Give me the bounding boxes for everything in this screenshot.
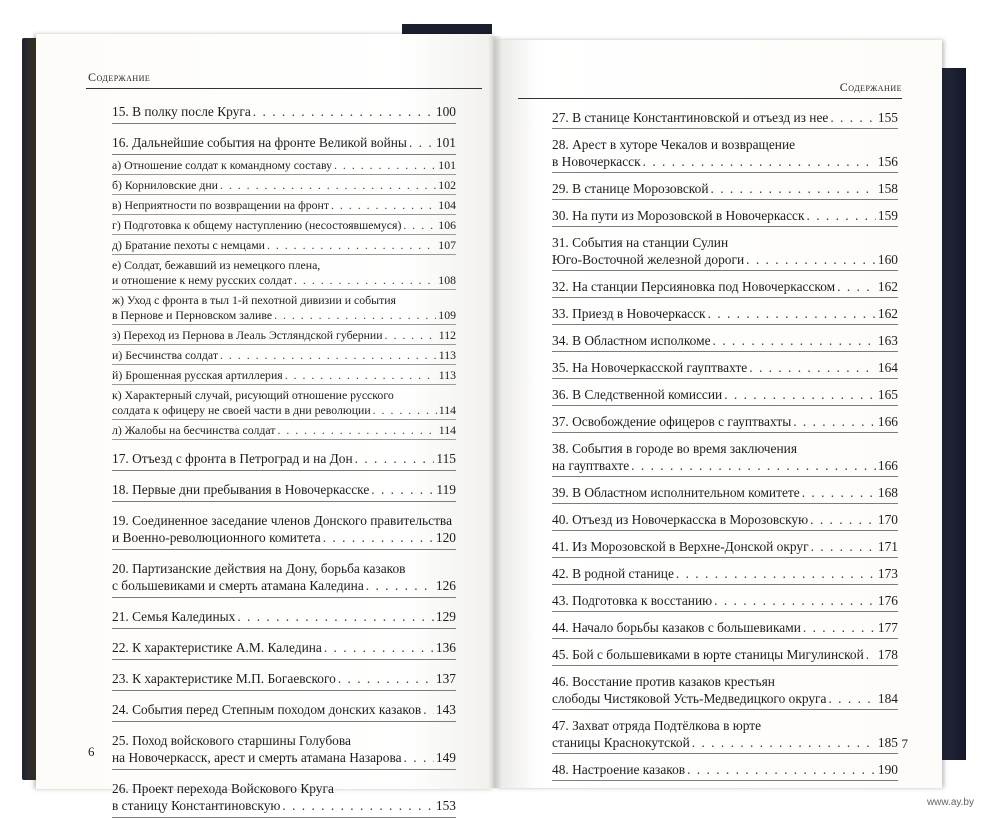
toc-entry-title: в станицу Константиновскую xyxy=(112,798,281,813)
toc-entry xyxy=(552,560,898,585)
toc-entry-line xyxy=(112,308,456,323)
toc-entry-line: 20. Партизанские действия на Дону, борьба казаков xyxy=(112,561,406,576)
dot-leader xyxy=(404,749,434,766)
toc-entry-title: и Военно-революционного комитета xyxy=(112,530,321,545)
toc-entry-page: 114 xyxy=(438,423,456,437)
toc-entry-line xyxy=(112,701,456,718)
dot-leader xyxy=(643,153,876,170)
dot-leader xyxy=(830,109,876,126)
dot-leader xyxy=(749,359,876,376)
toc-entry-page: 120 xyxy=(435,530,456,545)
toc-entry-line xyxy=(112,749,456,766)
running-head: Содержание xyxy=(88,70,151,84)
toc-entry xyxy=(552,381,898,406)
toc-entry-title: 27. В станице Константиновской и отъезд из нее xyxy=(552,110,829,125)
toc-entry xyxy=(112,175,456,195)
toc-entry-line xyxy=(552,278,898,295)
toc-entry xyxy=(552,131,898,173)
toc-entry xyxy=(112,556,456,598)
toc-entry-title: в Пернове и Перновском заливе xyxy=(112,308,273,322)
dot-leader xyxy=(724,386,876,403)
toc-entry-page: 137 xyxy=(435,671,456,686)
toc-entry xyxy=(552,756,898,781)
toc-entry-page: 104 xyxy=(438,198,456,212)
dot-leader xyxy=(277,423,436,438)
dot-leader xyxy=(837,278,876,295)
toc-entry xyxy=(552,300,898,325)
toc-entry xyxy=(552,435,898,477)
dot-leader xyxy=(708,305,876,322)
toc-entry-line xyxy=(552,153,898,170)
toc-entry-line xyxy=(552,734,898,751)
dot-leader xyxy=(810,511,876,528)
toc-entry-page: 113 xyxy=(438,348,456,362)
dot-leader xyxy=(714,592,876,609)
toc-entry-page: 173 xyxy=(877,566,898,581)
toc-entry-page: 101 xyxy=(438,158,456,172)
table-of-contents xyxy=(552,102,898,781)
toc-entry-title: 37. Освобождение офицеров с гауптвахты xyxy=(552,414,792,429)
toc-entry-title: Юго-Восточной железной дороги xyxy=(552,252,745,267)
toc-entry xyxy=(552,104,898,129)
toc-entry-line xyxy=(552,457,898,474)
toc-entry-line xyxy=(112,608,456,625)
toc-entry-line xyxy=(552,359,898,376)
toc-entry-line xyxy=(112,368,456,383)
dot-leader xyxy=(237,608,434,625)
toc-entry xyxy=(552,668,898,710)
toc-entry-title: с большевиками и смерть атамана Каледина xyxy=(112,578,364,593)
toc-entry-title: 45. Бой с большевиками в юрте станицы Мигулинской xyxy=(552,647,864,662)
dot-leader xyxy=(366,577,434,594)
toc-entry-title: 32. На станции Персияновка под Новочеркасском xyxy=(552,279,836,294)
dot-leader xyxy=(294,273,436,288)
toc-entry-title: 23. К характеристике М.П. Богаевского xyxy=(112,671,336,686)
toc-entry-page: 100 xyxy=(435,104,456,119)
toc-entry-title: 41. Из Морозовской в Верхне-Донской округ xyxy=(552,539,809,554)
toc-entry-page: 114 xyxy=(438,403,456,417)
dot-leader xyxy=(253,103,434,120)
toc-entry-page: 101 xyxy=(435,135,456,150)
toc-entry xyxy=(112,99,456,124)
dot-leader xyxy=(807,207,876,224)
toc-entry-page: 119 xyxy=(436,482,456,497)
dot-leader xyxy=(811,538,876,555)
toc-entry-line xyxy=(112,577,456,594)
toc-entry xyxy=(112,235,456,255)
dot-leader xyxy=(338,670,434,687)
toc-entry-page: 156 xyxy=(877,154,898,169)
toc-entry-title: 44. Начало борьбы казаков с большевиками xyxy=(552,620,801,635)
toc-entry xyxy=(552,327,898,352)
toc-entry-title: и) Бесчинства солдат xyxy=(112,348,218,362)
toc-entry-title: г) Подготовка к общему наступлению (несостоявшемуся) xyxy=(112,218,402,232)
toc-entry xyxy=(112,666,456,691)
toc-entry-title: 36. В Следственной комиссии xyxy=(552,387,723,402)
toc-entry-title: 48. Настроение казаков xyxy=(552,762,686,777)
toc-entry xyxy=(552,354,898,379)
toc-entry xyxy=(112,477,456,502)
toc-entry-title: 35. На Новочеркасской гауптвахте xyxy=(552,360,748,375)
toc-entry-page: 109 xyxy=(438,308,456,322)
toc-entry-page: 184 xyxy=(877,691,898,706)
toc-entry-page: 178 xyxy=(877,647,898,662)
header-rule xyxy=(86,88,482,89)
toc-entry-page: 176 xyxy=(877,593,898,608)
dot-leader xyxy=(331,198,436,213)
toc-entry-line: 26. Проект перехода Войскового Круга xyxy=(112,781,334,796)
toc-entry-title: 15. В полку после Круга xyxy=(112,104,251,119)
dot-leader xyxy=(355,450,435,467)
toc-entry-page: 106 xyxy=(438,218,456,232)
toc-entry xyxy=(552,175,898,200)
toc-entry xyxy=(112,446,456,471)
watermark: www.ay.by xyxy=(926,797,974,808)
toc-entry xyxy=(552,712,898,754)
toc-entry xyxy=(112,195,456,215)
toc-entry xyxy=(552,506,898,531)
toc-entry-line xyxy=(112,797,456,814)
toc-entry-title: слободы Чистяковой Усть-Медведицкого округа xyxy=(552,691,827,706)
toc-entry-line xyxy=(112,670,456,687)
dot-leader xyxy=(802,484,876,501)
toc-entry-line xyxy=(112,450,456,467)
toc-entry-page: 155 xyxy=(877,110,898,125)
toc-entry-title: в Новочеркасск xyxy=(552,154,641,169)
toc-entry-title: в) Неприятности по возвращении на фронт xyxy=(112,198,329,212)
toc-entry-line xyxy=(112,238,456,253)
dot-leader xyxy=(423,701,434,718)
toc-entry-page: 143 xyxy=(435,702,456,717)
toc-entry xyxy=(552,641,898,666)
toc-entry-line: 46. Восстание против казаков крестьян xyxy=(552,674,775,689)
toc-entry-line xyxy=(552,565,898,582)
dot-leader xyxy=(282,797,434,814)
toc-entry-line: 28. Арест в хуторе Чекалов и возвращение xyxy=(552,137,796,152)
toc-entry xyxy=(112,508,456,550)
toc-entry xyxy=(552,479,898,504)
toc-entry-line xyxy=(112,423,456,438)
toc-entry-title: й) Брошенная русская артиллерия xyxy=(112,368,283,382)
toc-entry-page: 149 xyxy=(435,750,456,765)
page-number: 7 xyxy=(901,736,908,751)
toc-entry xyxy=(112,604,456,629)
toc-entry-line xyxy=(552,332,898,349)
toc-entry-title: 30. На пути из Морозовской в Новочеркасск xyxy=(552,208,805,223)
toc-entry-line xyxy=(552,484,898,501)
toc-entry xyxy=(112,215,456,235)
toc-entry-page: 168 xyxy=(877,485,898,500)
toc-entry-page: 170 xyxy=(877,512,898,527)
toc-entry-page: 112 xyxy=(438,328,456,342)
toc-entry-line xyxy=(552,592,898,609)
toc-entry-title: 22. К характеристике А.М. Каледина xyxy=(112,640,322,655)
dot-leader xyxy=(285,368,437,383)
book-gutter xyxy=(488,36,502,788)
dot-leader xyxy=(803,619,876,636)
toc-entry-line xyxy=(552,251,898,268)
dot-leader xyxy=(334,158,436,173)
toc-entry xyxy=(112,697,456,722)
toc-entry xyxy=(112,345,456,365)
toc-entry xyxy=(552,229,898,271)
toc-entry-line xyxy=(112,178,456,193)
toc-entry-line: 38. События в городе во время заключения xyxy=(552,441,797,456)
dot-leader xyxy=(687,761,876,778)
dot-leader xyxy=(220,178,436,193)
toc-entry xyxy=(112,325,456,345)
toc-entry-line xyxy=(112,529,456,546)
toc-entry-page: 171 xyxy=(877,539,898,554)
dot-leader xyxy=(676,565,876,582)
toc-entry-line xyxy=(552,511,898,528)
toc-entry-title: л) Жалобы на бесчинства солдат xyxy=(112,423,276,437)
toc-entry-page: 185 xyxy=(877,735,898,750)
toc-entry-title: 21. Семья Калединых xyxy=(112,609,236,624)
toc-entry-page: 164 xyxy=(877,360,898,375)
toc-entry xyxy=(552,533,898,558)
toc-entry-title: 24. События перед Степным походом донских казаков xyxy=(112,702,422,717)
toc-entry-line xyxy=(112,481,456,498)
toc-entry-title: 16. Дальнейшие события на фронте Великой войны xyxy=(112,135,407,150)
toc-entry-line xyxy=(112,639,456,656)
dot-leader xyxy=(409,134,434,151)
toc-entry-line xyxy=(552,761,898,778)
dot-leader xyxy=(267,238,436,253)
toc-entry xyxy=(552,587,898,612)
header-rule xyxy=(518,98,902,99)
toc-entry-line xyxy=(112,158,456,173)
toc-entry-line xyxy=(112,273,456,288)
dot-leader xyxy=(828,690,875,707)
toc-entry-title: станицы Краснокутской xyxy=(552,735,690,750)
toc-entry-title: 29. В станице Морозовской xyxy=(552,181,709,196)
dot-leader xyxy=(220,348,437,363)
toc-entry-page: 136 xyxy=(435,640,456,655)
toc-entry-page: 108 xyxy=(438,273,456,287)
toc-entry-title: на Новочеркасск, арест и смерть атамана Назарова xyxy=(112,750,402,765)
toc-entry-line: 47. Захват отряда Подтёлкова в юрте xyxy=(552,718,762,733)
toc-entry xyxy=(112,130,456,155)
toc-entry xyxy=(112,155,456,175)
toc-entry-page: 159 xyxy=(877,208,898,223)
toc-entry xyxy=(112,290,456,325)
toc-entry-title: з) Переход из Пернова в Леаль Эстляндской губернии xyxy=(112,328,383,342)
toc-entry-page: 113 xyxy=(438,368,456,382)
toc-entry xyxy=(112,385,456,420)
toc-entry-title: 43. Подготовка к восстанию xyxy=(552,593,713,608)
toc-entry-title: а) Отношение солдат к командному составу xyxy=(112,158,333,172)
toc-entry-page: 153 xyxy=(435,798,456,813)
toc-entry xyxy=(112,635,456,660)
toc-entry xyxy=(112,365,456,385)
toc-entry-line xyxy=(552,619,898,636)
toc-entry-line xyxy=(552,646,898,663)
toc-entry-line xyxy=(552,180,898,197)
toc-entry-title: 40. Отъезд из Новочеркасска в Морозовскую xyxy=(552,512,809,527)
toc-entry-title: 42. В родной станице xyxy=(552,566,674,581)
dot-leader xyxy=(692,734,876,751)
left-page xyxy=(36,34,494,813)
toc-entry xyxy=(112,728,456,770)
toc-entry xyxy=(112,420,456,440)
toc-entry-page: 115 xyxy=(436,451,456,466)
table-of-contents xyxy=(112,99,456,818)
toc-entry-line xyxy=(552,690,898,707)
toc-entry-page: 126 xyxy=(435,578,456,593)
toc-entry-page: 163 xyxy=(877,333,898,348)
dot-leader xyxy=(711,180,876,197)
toc-entry-title: 39. В Областном исполнительном комитете xyxy=(552,485,800,500)
toc-entry-line xyxy=(552,305,898,322)
toc-entry-line xyxy=(552,386,898,403)
toc-entry xyxy=(552,408,898,433)
dot-leader xyxy=(371,481,434,498)
toc-entry-title: 33. Приезд в Новочеркасск xyxy=(552,306,706,321)
dot-leader xyxy=(403,218,436,233)
toc-entry-title: 34. В Областном исполкоме xyxy=(552,333,711,348)
toc-entry-line xyxy=(112,198,456,213)
toc-entry-title: и отношение к нему русских солдат xyxy=(112,273,293,287)
dot-leader xyxy=(746,251,876,268)
toc-entry-title: 17. Отъезд с фронта в Петроград и на Дон xyxy=(112,451,353,466)
toc-entry-title: на гауптвахте xyxy=(552,458,630,473)
toc-entry-title: б) Корниловские дни xyxy=(112,178,218,192)
dot-leader xyxy=(324,639,434,656)
running-head: Содержание xyxy=(839,80,902,94)
toc-entry-line xyxy=(552,413,898,430)
toc-entry xyxy=(112,255,456,290)
dot-leader xyxy=(385,328,437,343)
toc-entry-line xyxy=(112,218,456,233)
toc-entry-title: 18. Первые дни пребывания в Новочеркасске xyxy=(112,482,370,497)
toc-entry-line: 31. События на станции Сулин xyxy=(552,235,729,250)
toc-entry xyxy=(552,614,898,639)
toc-entry-title: солдата к офицеру не своей части в дни революции xyxy=(112,403,371,417)
toc-entry-page: 165 xyxy=(877,387,898,402)
dot-leader xyxy=(323,529,434,546)
toc-entry-line: е) Солдат, бежавший из немецкого плена, xyxy=(112,258,321,272)
toc-entry-line xyxy=(112,328,456,343)
dot-leader xyxy=(631,457,876,474)
toc-entry-page: 160 xyxy=(877,252,898,267)
toc-entry-page: 166 xyxy=(877,458,898,473)
toc-entry-line xyxy=(112,134,456,151)
dot-leader xyxy=(793,413,876,430)
toc-entry-line xyxy=(112,348,456,363)
toc-entry-page: 190 xyxy=(877,762,898,777)
dot-leader xyxy=(866,646,876,663)
toc-entry-page: 107 xyxy=(438,238,456,252)
toc-entry-page: 129 xyxy=(435,609,456,624)
toc-entry-page: 158 xyxy=(877,181,898,196)
toc-entry-line xyxy=(552,538,898,555)
dot-leader xyxy=(274,308,436,323)
toc-entry-line xyxy=(112,403,456,418)
toc-entry-line: к) Характерный случай, рисующий отношение русского xyxy=(112,388,394,402)
toc-entry-page: 102 xyxy=(438,178,456,192)
page-number: 6 xyxy=(88,744,95,759)
toc-entry xyxy=(552,273,898,298)
toc-entry-line: 25. Поход войскового старшины Голубова xyxy=(112,733,351,748)
toc-entry-page: 166 xyxy=(877,414,898,429)
toc-entry xyxy=(552,202,898,227)
toc-entry-page: 177 xyxy=(877,620,898,635)
right-page xyxy=(494,40,942,788)
toc-entry-line xyxy=(112,103,456,120)
dot-leader xyxy=(713,332,876,349)
dot-leader xyxy=(373,403,437,418)
toc-entry-line: 19. Соединенное заседание членов Донского правительства xyxy=(112,513,453,528)
toc-entry-line xyxy=(552,109,898,126)
toc-entry-line xyxy=(552,207,898,224)
toc-entry-line: ж) Уход с фронта в тыл 1-й пехотной дивизии и события xyxy=(112,293,396,307)
toc-entry-title: д) Братание пехоты с немцами xyxy=(112,238,265,252)
toc-entry-page: 162 xyxy=(877,306,898,321)
toc-entry-page: 162 xyxy=(877,279,898,294)
